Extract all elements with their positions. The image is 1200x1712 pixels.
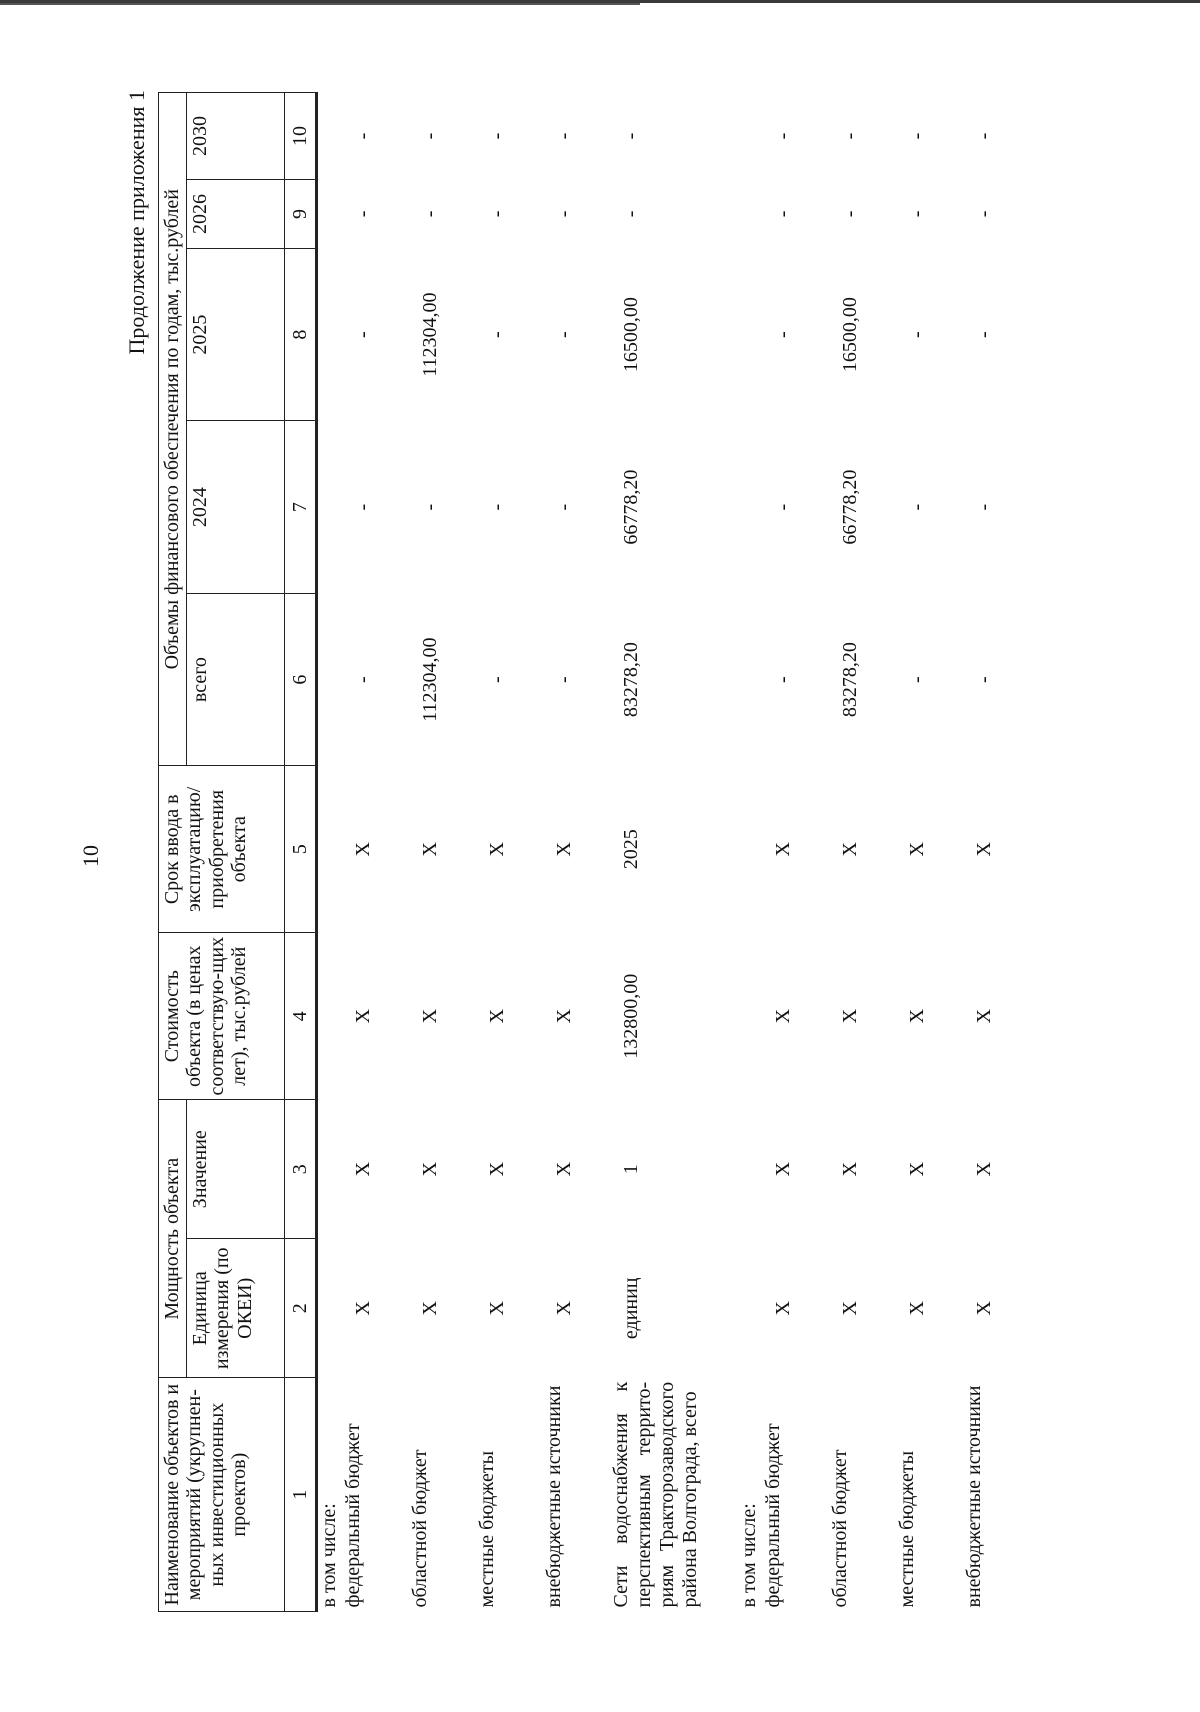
row-cell (738, 1100, 762, 1239)
column-number: 1 (285, 1378, 317, 1612)
page-number: 10 (78, 845, 103, 867)
row-cell (738, 593, 762, 765)
row-cell: X (553, 1161, 576, 1177)
header-year-2024: 2024 (187, 421, 285, 593)
row-cell (317, 421, 343, 593)
row-cell: - (973, 331, 996, 338)
row-cell: - (620, 132, 643, 140)
column-number: 2 (285, 1239, 317, 1378)
row-cell: - (973, 210, 996, 218)
column-number: 7 (285, 421, 317, 593)
row-cell: 132800,00 (620, 973, 643, 1059)
row-cell: 112304,00 (419, 292, 442, 377)
row-name: Сети водоснабжения к перспективным террито-риям Тракторозаводского района Волгограда, всего (610, 1381, 702, 1608)
continuation-label: Продолжение приложения 1 (124, 90, 149, 355)
row-cell: 2025 (620, 829, 643, 870)
row-cell: - (419, 503, 442, 511)
row-cell (317, 1239, 343, 1378)
column-number: 10 (285, 93, 317, 180)
row-cell: - (352, 676, 375, 683)
row-name: местные бюджеты (476, 1450, 499, 1608)
financing-table (158, 92, 1030, 1612)
row-cell: X (419, 1301, 442, 1316)
row-cell: X (553, 1301, 576, 1316)
row-cell: единиц (620, 1277, 643, 1340)
row-cell: - (906, 132, 929, 140)
row-cell: X (486, 1301, 509, 1316)
table-row (543, 93, 610, 1612)
row-cell: - (419, 132, 442, 140)
row-cell: - (486, 676, 509, 683)
row-cell: - (839, 132, 862, 140)
row-cell: - (772, 676, 795, 683)
column-number: 8 (285, 248, 317, 420)
row-cell: - (906, 676, 929, 683)
table-row (762, 93, 829, 1612)
header-cost: Стоимость объекта (в ценах соответствую-щих лет), тыс.рублей (159, 933, 285, 1100)
row-cell: 16500,00 (620, 297, 643, 373)
row-cell: X (419, 1008, 442, 1024)
row-cell: X (419, 842, 442, 857)
header-year-2030: 2030 (187, 93, 285, 180)
row-cell: - (553, 676, 576, 683)
row-cell: - (906, 503, 929, 511)
column-number: 5 (285, 766, 317, 933)
row-cell: - (553, 331, 576, 338)
header-value: Значение (187, 1100, 285, 1239)
table-row (738, 93, 762, 1612)
row-cell: - (352, 132, 375, 140)
row-cell: X (352, 1301, 375, 1316)
row-cell: X (772, 842, 795, 857)
row-name: областной бюджет (409, 1449, 432, 1608)
row-cell: - (553, 132, 576, 140)
row-cell: X (906, 1161, 929, 1177)
table-row (610, 93, 738, 1612)
row-cell: 83278,20 (620, 642, 643, 718)
row-cell: X (839, 1301, 862, 1316)
row-cell: - (620, 210, 643, 218)
header-total: всего (187, 593, 285, 765)
row-cell: X (973, 1161, 996, 1177)
row-cell: X (352, 842, 375, 857)
row-cell: - (839, 210, 862, 218)
row-cell: - (973, 503, 996, 511)
row-cell: - (486, 132, 509, 140)
row-cell (317, 933, 343, 1100)
table-row (829, 93, 896, 1612)
row-cell (738, 933, 762, 1100)
row-cell: 66778,20 (620, 469, 643, 545)
row-cell: - (553, 210, 576, 218)
row-cell: - (973, 676, 996, 683)
column-number: 9 (285, 179, 317, 248)
row-cell (317, 1100, 343, 1239)
row-name: внебюджетные источники (543, 1385, 566, 1608)
header-capacity-group: Мощность объекта (159, 1100, 187, 1378)
row-name: федеральный бюджет (762, 1423, 785, 1608)
row-cell: 66778,20 (839, 469, 862, 545)
row-cell (738, 248, 762, 420)
column-number: 4 (285, 933, 317, 1100)
table-row (963, 93, 1030, 1612)
row-cell: - (352, 210, 375, 218)
row-cell (738, 1239, 762, 1378)
row-cell: - (352, 503, 375, 511)
row-cell: - (973, 132, 996, 140)
row-cell: X (772, 1301, 795, 1316)
row-name: в том числе: (318, 1503, 341, 1608)
row-cell: - (906, 210, 929, 218)
column-number: 6 (285, 593, 317, 765)
row-cell: X (973, 1008, 996, 1024)
row-cell: X (486, 1161, 509, 1177)
row-cell: X (772, 1008, 795, 1024)
row-cell: X (839, 842, 862, 857)
row-name: областной бюджет (829, 1449, 852, 1608)
row-cell: X (839, 1161, 862, 1177)
table-row (317, 93, 343, 1612)
row-name: федеральный бюджет (342, 1423, 365, 1608)
row-cell (317, 93, 343, 180)
row-cell: - (352, 331, 375, 338)
table-row (342, 93, 409, 1612)
table-row (409, 93, 476, 1612)
row-cell: 83278,20 (839, 642, 862, 718)
row-cell: - (772, 132, 795, 140)
row-cell: 112304,00 (419, 637, 442, 722)
row-cell: X (906, 1301, 929, 1316)
column-number: 3 (285, 1100, 317, 1239)
header-object-name: Наименование объектов и мероприятий (укрупнен-ных инвестиционных проектов) (159, 1378, 285, 1612)
row-cell: X (973, 1301, 996, 1316)
header-year-2026: 2026 (187, 179, 285, 248)
header-funding-group: Объемы финансового обеспечения по годам, тыс.рублей (159, 93, 187, 766)
header-year-2025: 2025 (187, 248, 285, 420)
row-cell (317, 248, 343, 420)
row-cell: - (553, 503, 576, 511)
row-cell: X (486, 1008, 509, 1024)
row-cell: X (352, 1161, 375, 1177)
row-cell: - (772, 210, 795, 218)
header-commissioning: Срок ввода в эксплуатацию/ приобретения объекта (159, 766, 285, 933)
row-cell: - (486, 503, 509, 511)
header-unit: Единица измерения (по ОКЕИ) (187, 1239, 285, 1378)
row-cell: 1 (620, 1164, 643, 1175)
row-cell (738, 766, 762, 933)
row-cell (317, 593, 343, 765)
row-name: в том числе: (738, 1503, 761, 1608)
row-cell: - (772, 503, 795, 511)
row-cell: X (772, 1161, 795, 1177)
row-cell: - (419, 210, 442, 218)
row-name: местные бюджеты (896, 1450, 919, 1608)
row-cell: X (419, 1161, 442, 1177)
row-cell: X (553, 1008, 576, 1024)
row-cell: X (486, 842, 509, 857)
row-cell: - (772, 331, 795, 338)
row-cell: X (553, 842, 576, 857)
row-cell (738, 421, 762, 593)
row-cell (317, 766, 343, 933)
row-cell: X (906, 1008, 929, 1024)
table-row (476, 93, 543, 1612)
row-name: внебюджетные источники (963, 1385, 986, 1608)
row-cell: X (839, 1008, 862, 1024)
row-cell (317, 179, 343, 248)
row-cell (738, 93, 762, 180)
row-cell: X (352, 1008, 375, 1024)
row-cell: 16500,00 (839, 297, 862, 373)
row-cell: - (906, 331, 929, 338)
row-cell: - (486, 331, 509, 338)
row-cell: X (906, 842, 929, 857)
row-cell: - (486, 210, 509, 218)
row-cell (738, 179, 762, 248)
row-cell: X (973, 842, 996, 857)
table-row (896, 93, 963, 1612)
